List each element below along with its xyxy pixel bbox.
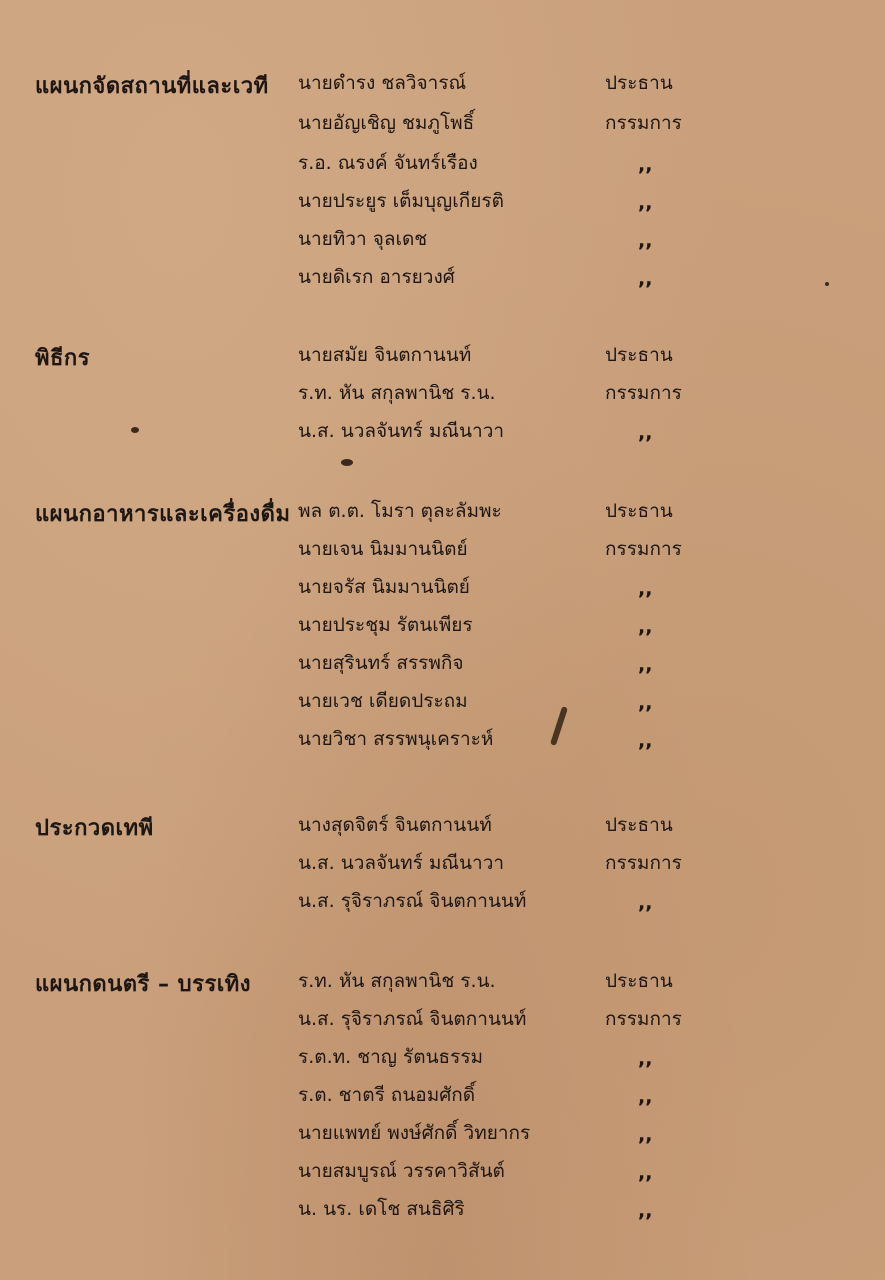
section-heading: แผนกจัดสถานที่และเวที bbox=[35, 74, 269, 99]
ink-spot bbox=[341, 459, 353, 466]
member-row bbox=[0, 108, 885, 146]
member-name: นายดำรง ชลวิจารณ์ bbox=[298, 72, 467, 94]
member-role: ประธาน bbox=[605, 970, 673, 992]
member-role: ,, bbox=[638, 1086, 653, 1108]
member-name: น. นร. เดโช สนธิศิริ bbox=[298, 1198, 465, 1220]
member-name: นายดิเรก อารยวงศ์ bbox=[298, 266, 455, 288]
member-row bbox=[0, 1042, 885, 1080]
section-heading: แผนกดนตรี – บรรเทิง bbox=[35, 972, 252, 997]
member-row bbox=[0, 148, 885, 186]
member-row bbox=[0, 340, 885, 378]
member-row bbox=[0, 186, 885, 224]
member-row bbox=[0, 966, 885, 1004]
member-role: ,, bbox=[638, 730, 653, 752]
member-role: ,, bbox=[638, 154, 653, 176]
member-role: ,, bbox=[638, 422, 653, 444]
member-row bbox=[0, 848, 885, 886]
member-name: พล ต.ต. โมรา ตุละลัมพะ bbox=[298, 500, 502, 522]
member-name: ร.ท. หัน สกุลพานิช ร.น. bbox=[298, 970, 496, 992]
member-row bbox=[0, 648, 885, 686]
member-role: ,, bbox=[638, 1124, 653, 1146]
member-name: นายแพทย์ พงษ์ศักดิ์ วิทยากร bbox=[298, 1122, 531, 1144]
member-name: น.ส. รุจิราภรณ์ จินตกานนท์ bbox=[298, 890, 527, 912]
member-row bbox=[0, 534, 885, 572]
ink-spot bbox=[131, 427, 139, 433]
member-role: ,, bbox=[638, 616, 653, 638]
member-role: ประธาน bbox=[605, 72, 673, 94]
member-row bbox=[0, 1118, 885, 1156]
member-name: นายเจน นิมมานนิตย์ bbox=[298, 538, 468, 560]
member-role: กรรมการ bbox=[605, 852, 682, 874]
member-name: นายเวช เดียดประถม bbox=[298, 690, 468, 712]
member-name: นายสมัย จินตกานนท์ bbox=[298, 344, 472, 366]
member-name: นายทิวา จุลเดช bbox=[298, 228, 428, 250]
member-name: นายสมบูรณ์ วรรคาวิสันต์ bbox=[298, 1160, 505, 1182]
member-role: กรรมการ bbox=[605, 538, 682, 560]
member-row bbox=[0, 610, 885, 648]
member-role: ,, bbox=[638, 1162, 653, 1184]
member-row bbox=[0, 810, 885, 848]
member-role: ,, bbox=[638, 1200, 653, 1222]
member-name: น.ส. นวลจันทร์ มณีนาวา bbox=[298, 852, 505, 874]
member-row bbox=[0, 378, 885, 416]
member-role: ,, bbox=[638, 578, 653, 600]
member-row bbox=[0, 686, 885, 724]
member-row bbox=[0, 572, 885, 610]
member-role: ,, bbox=[638, 192, 653, 214]
member-role: ประธาน bbox=[605, 814, 673, 836]
member-name: นางสุดจิตร์ จินตกานนท์ bbox=[298, 814, 492, 836]
member-name: ร.ต. ชาตรี ถนอมศักดิ์ bbox=[298, 1084, 476, 1106]
member-name: นายอัญเชิญ ชมภูโพธิ์ bbox=[298, 112, 475, 134]
member-role: ประธาน bbox=[605, 344, 673, 366]
member-row bbox=[0, 262, 885, 300]
section-heading: แผนกอาหารและเครื่องดื่ม bbox=[35, 502, 291, 527]
member-role: กรรมการ bbox=[605, 112, 682, 134]
member-row bbox=[0, 1156, 885, 1194]
member-name: ร.ท. หัน สกุลพานิช ร.น. bbox=[298, 382, 496, 404]
member-row bbox=[0, 224, 885, 262]
member-name: ร.อ. ณรงค์ จันทร์เรือง bbox=[298, 152, 478, 174]
member-row bbox=[0, 724, 885, 762]
member-role: กรรมการ bbox=[605, 382, 682, 404]
member-name: นายประชุม รัตนเพียร bbox=[298, 614, 473, 636]
member-role: ประธาน bbox=[605, 500, 673, 522]
member-row bbox=[0, 1080, 885, 1118]
member-role: ,, bbox=[638, 230, 653, 252]
member-role: ,, bbox=[638, 268, 653, 290]
ink-spot bbox=[825, 282, 829, 286]
member-name: นายจรัส นิมมานนิตย์ bbox=[298, 576, 470, 598]
member-row bbox=[0, 416, 885, 454]
member-row bbox=[0, 886, 885, 924]
member-row bbox=[0, 1004, 885, 1042]
member-name: นายสุรินทร์ สรรพกิจ bbox=[298, 652, 464, 674]
member-row bbox=[0, 496, 885, 534]
member-name: น.ส. นวลจันทร์ มณีนาวา bbox=[298, 420, 505, 442]
member-name: น.ส. รุจิราภรณ์ จินตกานนท์ bbox=[298, 1008, 527, 1030]
member-name: นายวิชา สรรพนุเคราะห์ bbox=[298, 728, 494, 750]
member-row bbox=[0, 1194, 885, 1232]
member-role: ,, bbox=[638, 1048, 653, 1070]
member-name: นายประยูร เต็มบุญเกียรติ bbox=[298, 190, 504, 212]
member-role: ,, bbox=[638, 892, 653, 914]
member-role: ,, bbox=[638, 654, 653, 676]
member-role: กรรมการ bbox=[605, 1008, 682, 1030]
member-name: ร.ต.ท. ชาญ รัตนธรรม bbox=[298, 1046, 484, 1068]
member-role: ,, bbox=[638, 692, 653, 714]
section-heading: ประกวดเทพี bbox=[35, 816, 154, 841]
member-row bbox=[0, 68, 885, 106]
section-heading: พิธีกร bbox=[35, 346, 91, 371]
